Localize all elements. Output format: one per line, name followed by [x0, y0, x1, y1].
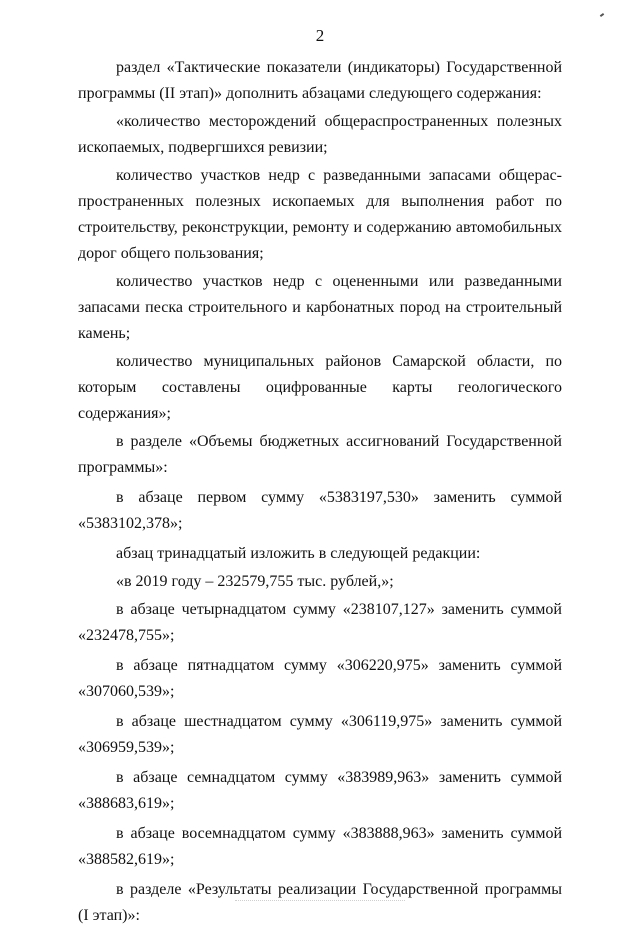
paragraph-subsoil-plots-roads: количество участков недр с разведанными запасами общерас-пространенных полезных ископаемых для выполнения работ по строительству, реконструкции, ремонту и содержанию автомобильных дорог общего пользования; [78, 167, 562, 262]
paragraph-2019-amount: «в 2019 году – 232579,755 тыс. рублей,»; [116, 573, 394, 590]
paragraph-municipal-districts: количество муниципальных районов Самарской области, по которым составлены оцифрованные карты геологического содержания»; [78, 353, 562, 422]
scan-mark [600, 13, 604, 17]
scan-edge-line [235, 900, 405, 902]
paragraph-fourteenth: в абзаце четырнадцатом сумму «238107,127» заменить суммой «232478,755»; [78, 601, 562, 644]
paragraph-thirteenth: абзац тринадцатый изложить в следующей редакции: [116, 545, 481, 562]
paragraph-first-sum: в абзаце первом сумму «5383197,530» заменить суммой «5383102,378»; [78, 489, 562, 532]
paragraph-section-tactical-indicators: раздел «Тактические показатели (индикаторы) Государственной программы (II этап)» дополнить абзацами следующего содержания: [78, 59, 562, 102]
paragraph-sand-carbonate: количество участков недр с оцененными или разведанными запасами песка строительного и карбонатных пород на строительный камень; [78, 273, 562, 342]
paragraph-section-results: в разделе «Результаты реализации Государственной программы (I этап)»: [78, 881, 562, 924]
paragraph-seventeenth: в абзаце семнадцатом сумму «383989,963» заменить суммой «388683,619»; [78, 769, 562, 812]
paragraph-section-budget: в разделе «Объемы бюджетных ассигнований Государственной программы»: [78, 433, 562, 476]
page-number: 2 [315, 26, 325, 45]
paragraph-sixteenth: в абзаце шестнадцатом сумму «306119,975» заменить суммой «306959,539»; [78, 713, 562, 756]
paragraph-eighteenth: в абзаце восемнадцатом сумму «383888,963» заменить суммой «388582,619»; [78, 825, 562, 868]
paragraph-deposits-count: «количество месторождений общераспространенных полезных ископаемых, подвергшихся ревизии; [78, 113, 562, 156]
document-body [78, 55, 562, 929]
paragraph-fifteenth: в абзаце пятнадцатом сумму «306220,975» заменить суммой «307060,539»; [78, 657, 562, 700]
